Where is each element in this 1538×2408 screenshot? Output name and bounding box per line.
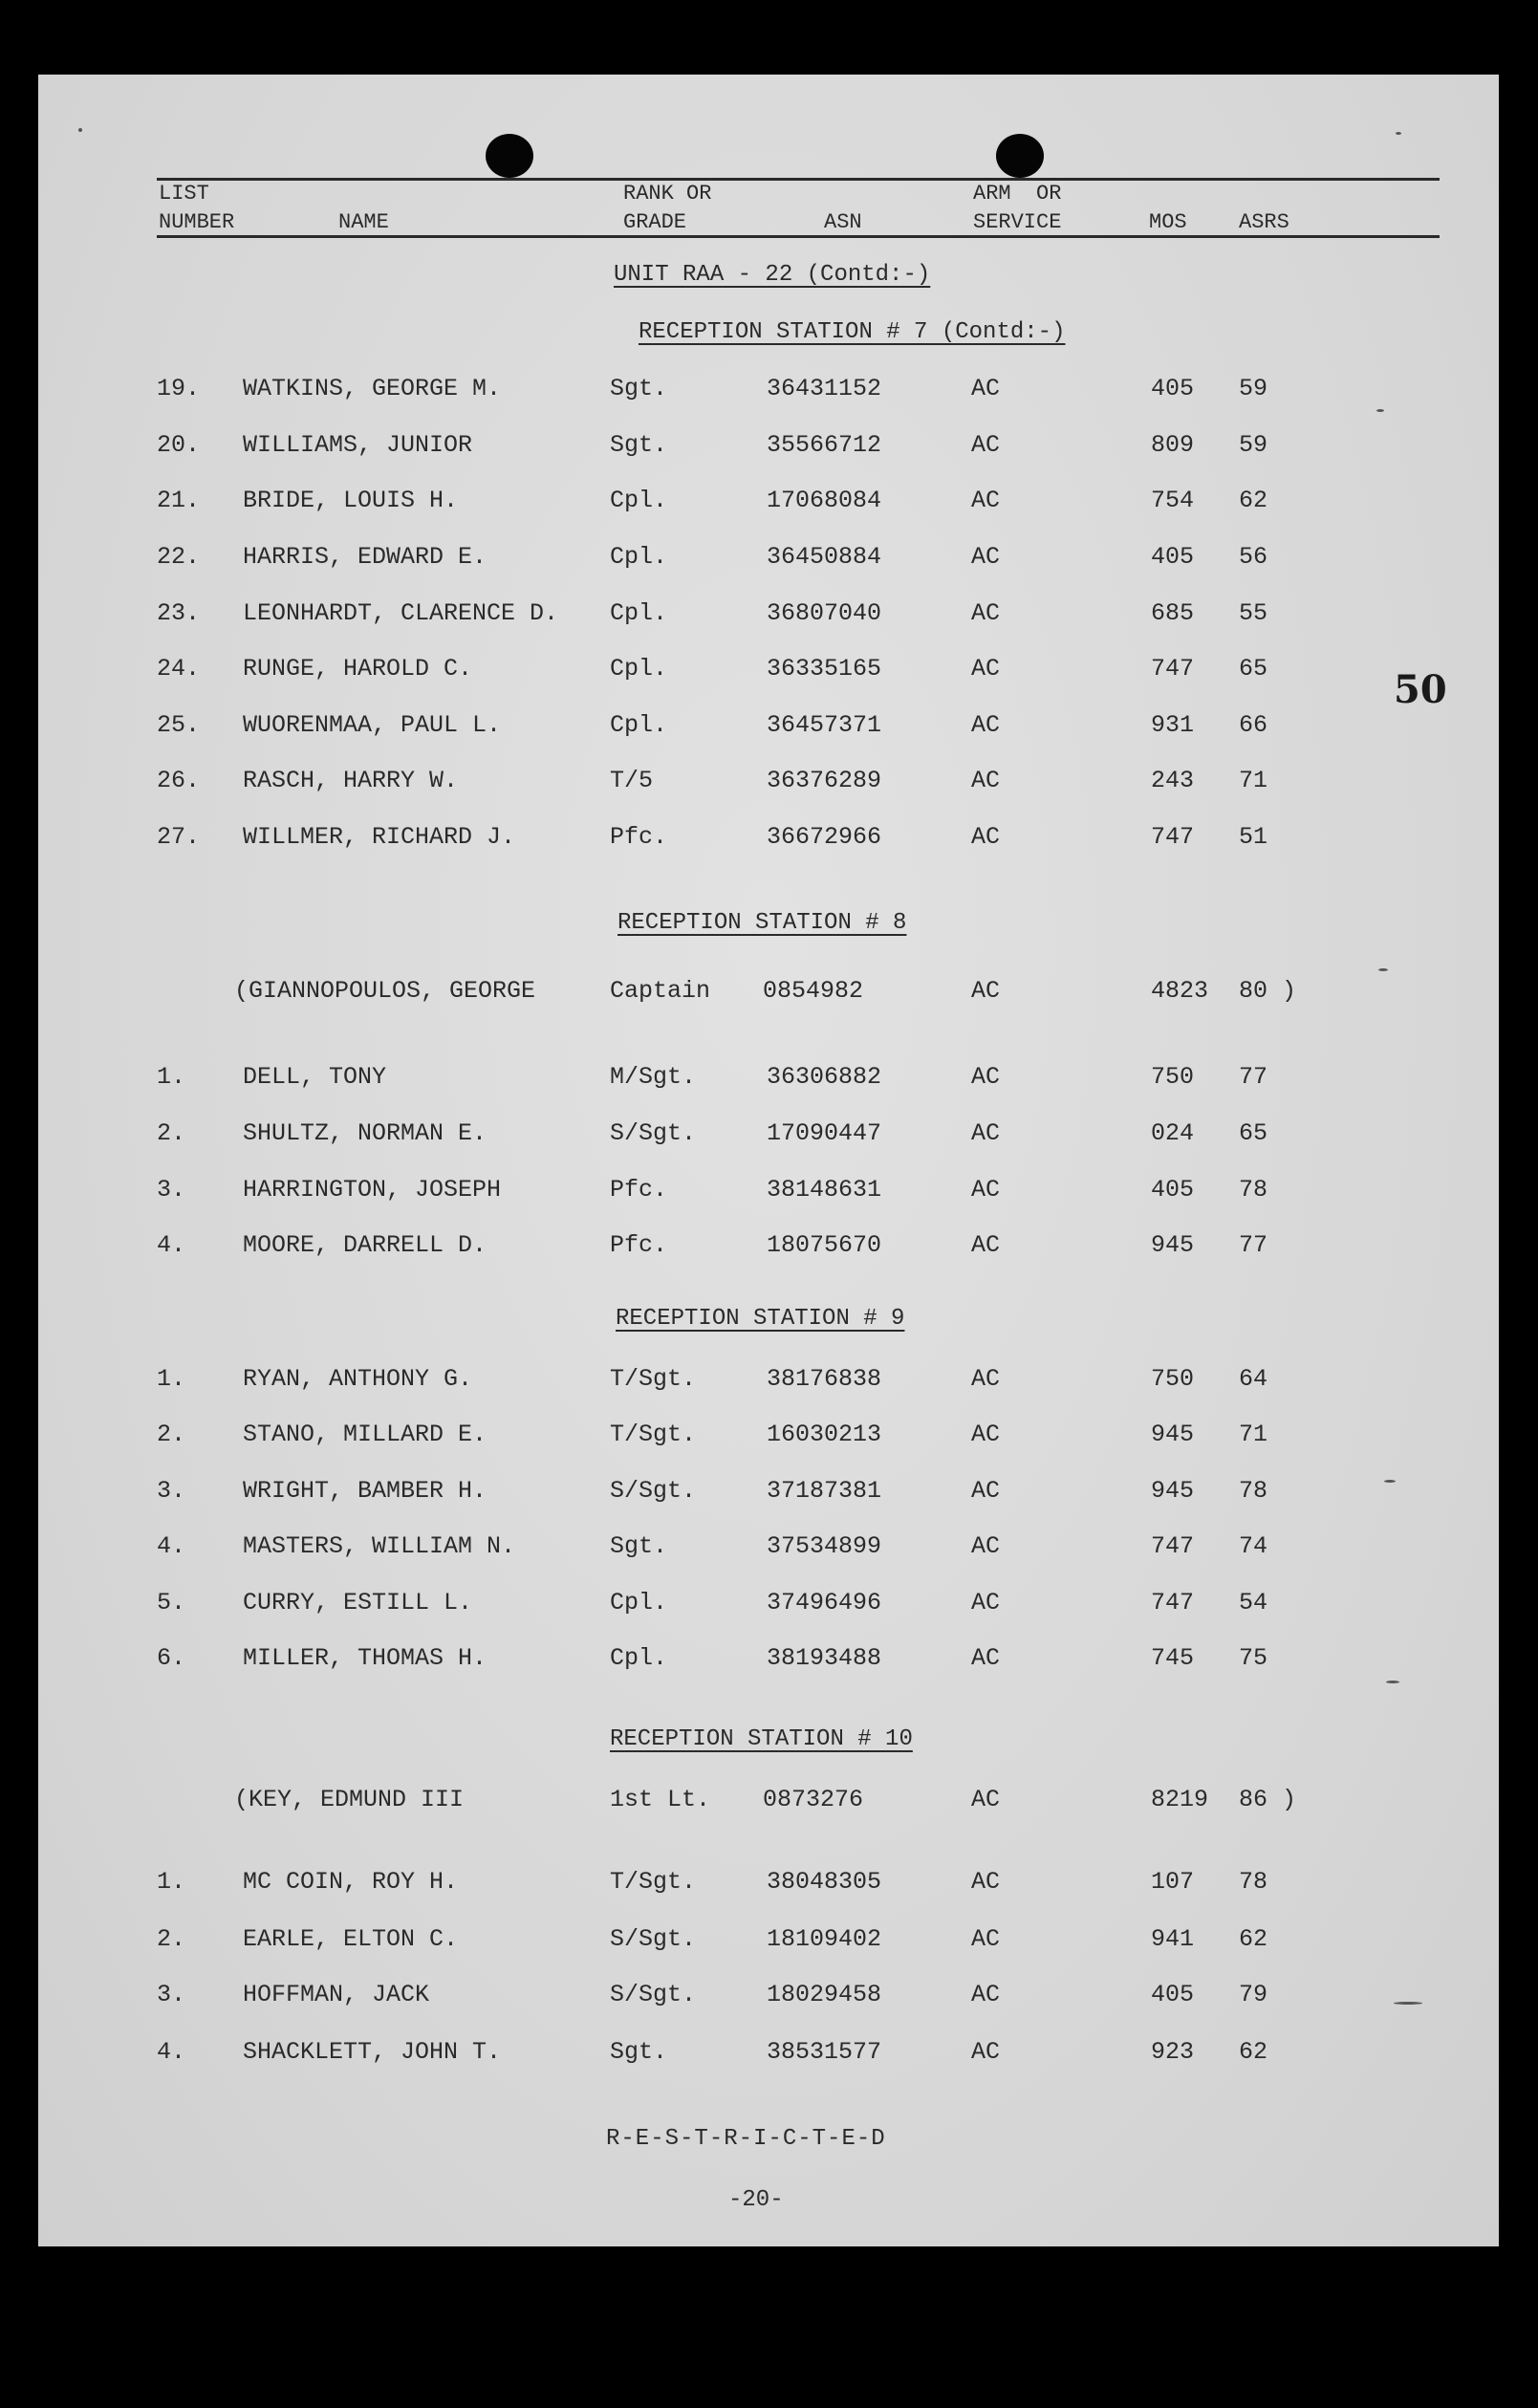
- cell-asrs: 62: [1239, 1925, 1268, 1953]
- cell-arm: AC: [971, 767, 1001, 794]
- cell-asrs: 59: [1239, 431, 1268, 459]
- cell-name: WUORENMAA, PAUL L.: [243, 711, 502, 739]
- cell-asn: 38193488: [767, 1644, 882, 1672]
- cell-asrs: 78: [1239, 1868, 1268, 1896]
- cell-mos: 405: [1151, 1176, 1195, 1204]
- cell-asrs: 75: [1239, 1644, 1268, 1672]
- officer-row: [38, 1786, 1499, 1824]
- cell-asrs: 79: [1239, 1981, 1268, 2008]
- cell-mos: 685: [1151, 599, 1195, 627]
- roster-row: [38, 1063, 1499, 1101]
- cell-asn: 17090447: [767, 1119, 882, 1147]
- cell-name: WRIGHT, BAMBER H.: [243, 1477, 487, 1505]
- cell-rank: Cpl.: [610, 599, 668, 627]
- roster-row: [38, 1119, 1499, 1158]
- officer-row: [38, 977, 1499, 1015]
- cell-mos: 941: [1151, 1925, 1195, 1953]
- roster-row: [38, 1925, 1499, 1963]
- cell-arm: AC: [971, 431, 1001, 459]
- document-page: [38, 75, 1499, 2246]
- cell-mos: 750: [1151, 1063, 1195, 1091]
- roster-row: [38, 2038, 1499, 2076]
- cell-num: 26.: [157, 767, 201, 794]
- section-title: RECEPTION STATION # 10: [610, 1726, 913, 1752]
- section-title: RECEPTION STATION # 8: [617, 910, 907, 936]
- officer-mos: 8219: [1151, 1786, 1209, 1813]
- cell-num: 1.: [157, 1868, 186, 1896]
- cell-asrs: 71: [1239, 767, 1268, 794]
- cell-num: 1.: [157, 1063, 186, 1091]
- cell-num: 19.: [157, 375, 201, 402]
- cell-name: SHACKLETT, JOHN T.: [243, 2038, 502, 2066]
- roster-row: [38, 599, 1499, 638]
- cell-rank: Cpl.: [610, 543, 668, 571]
- header-top-rule: [157, 178, 1440, 181]
- header-asrs: ASRS: [1239, 210, 1289, 234]
- cell-asrs: 54: [1239, 1589, 1268, 1616]
- cell-arm: AC: [971, 1365, 1001, 1393]
- cell-arm: AC: [971, 655, 1001, 683]
- cell-asrs: 78: [1239, 1176, 1268, 1204]
- cell-asrs: 78: [1239, 1477, 1268, 1505]
- cell-mos: 405: [1151, 543, 1195, 571]
- cell-asn: 36807040: [767, 599, 882, 627]
- punch-hole-left: [486, 134, 533, 178]
- cell-asrs: 62: [1239, 2038, 1268, 2066]
- cell-asn: 18109402: [767, 1925, 882, 1953]
- header-bottom-rule: [157, 235, 1440, 238]
- cell-asn: 16030213: [767, 1421, 882, 1448]
- header-list-number: LIST NUMBER: [159, 182, 235, 234]
- section-title: RECEPTION STATION # 9: [616, 1306, 905, 1332]
- speck: [1378, 968, 1388, 971]
- cell-rank: Cpl.: [610, 1644, 668, 1672]
- officer-asrs: 80 ): [1239, 977, 1297, 1005]
- cell-asrs: 51: [1239, 823, 1268, 851]
- cell-mos: 747: [1151, 1589, 1195, 1616]
- cell-arm: AC: [971, 1421, 1001, 1448]
- cell-name: MILLER, THOMAS H.: [243, 1644, 487, 1672]
- header-rank: RANK OR GRADE: [623, 182, 712, 234]
- cell-num: 4.: [157, 1532, 186, 1560]
- cell-name: MC COIN, ROY H.: [243, 1868, 459, 1896]
- cell-num: 2.: [157, 1925, 186, 1953]
- cell-mos: 754: [1151, 487, 1195, 514]
- cell-num: 20.: [157, 431, 201, 459]
- page-mark: 50: [1394, 667, 1447, 712]
- cell-name: DELL, TONY: [243, 1063, 387, 1091]
- cell-name: HARRINGTON, JOSEPH: [243, 1176, 502, 1204]
- officer-asn: 0854982: [763, 977, 864, 1005]
- cell-mos: 945: [1151, 1477, 1195, 1505]
- cell-asrs: 62: [1239, 487, 1268, 514]
- cell-rank: S/Sgt.: [610, 1119, 697, 1147]
- cell-asn: 36376289: [767, 767, 882, 794]
- cell-asrs: 66: [1239, 711, 1268, 739]
- officer-name: (GIANNOPOULOS, GEORGE: [234, 977, 536, 1005]
- cell-name: MASTERS, WILLIAM N.: [243, 1532, 516, 1560]
- cell-mos: 405: [1151, 1981, 1195, 2008]
- cell-asn: 37187381: [767, 1477, 882, 1505]
- cell-name: HARRIS, EDWARD E.: [243, 543, 487, 571]
- restricted-marking: R-E-S-T-R-I-C-T-E-D: [606, 2126, 886, 2152]
- cell-arm: AC: [971, 1063, 1001, 1091]
- roster-row: [38, 543, 1499, 581]
- roster-row: [38, 1589, 1499, 1627]
- cell-asrs: 74: [1239, 1532, 1268, 1560]
- cell-mos: 747: [1151, 823, 1195, 851]
- cell-asn: 36450884: [767, 543, 882, 571]
- cell-arm: AC: [971, 711, 1001, 739]
- cell-arm: AC: [971, 1589, 1001, 1616]
- cell-mos: 745: [1151, 1644, 1195, 1672]
- cell-arm: AC: [971, 1477, 1001, 1505]
- cell-asrs: 77: [1239, 1063, 1268, 1091]
- cell-num: 1.: [157, 1365, 186, 1393]
- cell-rank: Sgt.: [610, 1532, 668, 1560]
- cell-name: SHULTZ, NORMAN E.: [243, 1119, 487, 1147]
- section-title: RECEPTION STATION # 7 (Contd:-): [639, 319, 1066, 345]
- cell-num: 27.: [157, 823, 201, 851]
- cell-rank: T/Sgt.: [610, 1421, 697, 1448]
- cell-arm: AC: [971, 599, 1001, 627]
- cell-mos: 809: [1151, 431, 1195, 459]
- roster-row: [38, 1477, 1499, 1515]
- roster-row: [38, 1176, 1499, 1214]
- cell-rank: Cpl.: [610, 711, 668, 739]
- cell-num: 2.: [157, 1119, 186, 1147]
- cell-rank: M/Sgt.: [610, 1063, 697, 1091]
- speck: [1396, 132, 1401, 135]
- cell-asn: 18029458: [767, 1981, 882, 2008]
- cell-arm: AC: [971, 1925, 1001, 1953]
- cell-name: HOFFMAN, JACK: [243, 1981, 430, 2008]
- header-asn: ASN: [824, 210, 862, 234]
- cell-name: STANO, MILLARD E.: [243, 1421, 487, 1448]
- cell-asn: 18075670: [767, 1231, 882, 1259]
- cell-mos: 024: [1151, 1119, 1195, 1147]
- cell-rank: S/Sgt.: [610, 1981, 697, 2008]
- speck: [78, 128, 82, 132]
- cell-mos: 945: [1151, 1231, 1195, 1259]
- cell-rank: Cpl.: [610, 1589, 668, 1616]
- header-arm: ARM OR SERVICE: [973, 182, 1062, 234]
- officer-mos: 4823: [1151, 977, 1209, 1005]
- cell-name: LEONHARDT, CLARENCE D.: [243, 599, 559, 627]
- cell-arm: AC: [971, 1644, 1001, 1672]
- roster-row: [38, 1365, 1499, 1403]
- cell-arm: AC: [971, 823, 1001, 851]
- roster-row: [38, 1868, 1499, 1906]
- officer-asrs: 86 ): [1239, 1786, 1297, 1813]
- cell-asn: 38531577: [767, 2038, 882, 2066]
- cell-asrs: 77: [1239, 1231, 1268, 1259]
- cell-mos: 747: [1151, 655, 1195, 683]
- cell-name: WATKINS, GEORGE M.: [243, 375, 502, 402]
- cell-name: RUNGE, HAROLD C.: [243, 655, 473, 683]
- officer-asn: 0873276: [763, 1786, 864, 1813]
- cell-rank: S/Sgt.: [610, 1477, 697, 1505]
- cell-num: 25.: [157, 711, 201, 739]
- cell-mos: 243: [1151, 767, 1195, 794]
- cell-num: 21.: [157, 487, 201, 514]
- cell-rank: Sgt.: [610, 2038, 668, 2066]
- cell-rank: Pfc.: [610, 1176, 668, 1204]
- roster-row: [38, 655, 1499, 693]
- officer-rank: 1st Lt.: [610, 1786, 711, 1813]
- roster-row: [38, 767, 1499, 805]
- cell-arm: AC: [971, 487, 1001, 514]
- roster-row: [38, 487, 1499, 525]
- cell-name: WILLMER, RICHARD J.: [243, 823, 516, 851]
- cell-rank: Pfc.: [610, 823, 668, 851]
- cell-num: 6.: [157, 1644, 186, 1672]
- cell-rank: Cpl.: [610, 655, 668, 683]
- cell-name: MOORE, DARRELL D.: [243, 1231, 487, 1259]
- cell-num: 3.: [157, 1477, 186, 1505]
- roster-row: [38, 711, 1499, 749]
- cell-num: 2.: [157, 1421, 186, 1448]
- cell-name: BRIDE, LOUIS H.: [243, 487, 459, 514]
- cell-mos: 931: [1151, 711, 1195, 739]
- cell-asrs: 71: [1239, 1421, 1268, 1448]
- roster-row: [38, 1421, 1499, 1459]
- cell-name: WILLIAMS, JUNIOR: [243, 431, 473, 459]
- unit-title: UNIT RAA - 22 (Contd:-): [614, 262, 931, 288]
- cell-num: 24.: [157, 655, 201, 683]
- roster-row: [38, 375, 1499, 413]
- roster-row: [38, 1532, 1499, 1571]
- cell-rank: Sgt.: [610, 431, 668, 459]
- cell-asn: 38148631: [767, 1176, 882, 1204]
- cell-arm: AC: [971, 1176, 1001, 1204]
- header-name: NAME: [338, 210, 389, 234]
- cell-asn: 38176838: [767, 1365, 882, 1393]
- cell-num: 4.: [157, 1231, 186, 1259]
- roster-row: [38, 1644, 1499, 1682]
- cell-mos: 945: [1151, 1421, 1195, 1448]
- cell-asrs: 55: [1239, 599, 1268, 627]
- cell-asn: 17068084: [767, 487, 882, 514]
- cell-name: RYAN, ANTHONY G.: [243, 1365, 473, 1393]
- page-number: -20-: [728, 2187, 784, 2213]
- cell-num: 22.: [157, 543, 201, 571]
- cell-rank: T/Sgt.: [610, 1365, 697, 1393]
- cell-asn: 37534899: [767, 1532, 882, 1560]
- roster-row: [38, 431, 1499, 469]
- cell-arm: AC: [971, 1981, 1001, 2008]
- cell-arm: AC: [971, 543, 1001, 571]
- cell-asn: 38048305: [767, 1868, 882, 1896]
- cell-asn: 36335165: [767, 655, 882, 683]
- cell-arm: AC: [971, 2038, 1001, 2066]
- cell-asn: 36306882: [767, 1063, 882, 1091]
- cell-name: EARLE, ELTON C.: [243, 1925, 459, 1953]
- officer-name: (KEY, EDMUND III: [234, 1786, 465, 1813]
- cell-name: RASCH, HARRY W.: [243, 767, 459, 794]
- cell-mos: 405: [1151, 375, 1195, 402]
- officer-arm: AC: [971, 977, 1001, 1005]
- punch-hole-right: [996, 134, 1044, 178]
- cell-arm: AC: [971, 375, 1001, 402]
- officer-arm: AC: [971, 1786, 1001, 1813]
- officer-rank: Captain: [610, 977, 711, 1005]
- cell-num: 3.: [157, 1176, 186, 1204]
- cell-arm: AC: [971, 1532, 1001, 1560]
- cell-name: CURRY, ESTILL L.: [243, 1589, 473, 1616]
- roster-row: [38, 1981, 1499, 2019]
- header-mos: MOS: [1149, 210, 1187, 234]
- cell-asrs: 65: [1239, 1119, 1268, 1147]
- cell-asrs: 59: [1239, 375, 1268, 402]
- cell-rank: T/5: [610, 767, 654, 794]
- cell-asn: 36672966: [767, 823, 882, 851]
- cell-mos: 107: [1151, 1868, 1195, 1896]
- cell-num: 23.: [157, 599, 201, 627]
- cell-asn: 36431152: [767, 375, 882, 402]
- cell-num: 4.: [157, 2038, 186, 2066]
- cell-mos: 923: [1151, 2038, 1195, 2066]
- cell-rank: Cpl.: [610, 487, 668, 514]
- cell-arm: AC: [971, 1119, 1001, 1147]
- cell-arm: AC: [971, 1868, 1001, 1896]
- cell-asn: 37496496: [767, 1589, 882, 1616]
- roster-row: [38, 823, 1499, 861]
- cell-rank: T/Sgt.: [610, 1868, 697, 1896]
- cell-rank: S/Sgt.: [610, 1925, 697, 1953]
- cell-asrs: 65: [1239, 655, 1268, 683]
- cell-mos: 750: [1151, 1365, 1195, 1393]
- cell-asrs: 56: [1239, 543, 1268, 571]
- cell-asrs: 64: [1239, 1365, 1268, 1393]
- cell-asn: 35566712: [767, 431, 882, 459]
- cell-asn: 36457371: [767, 711, 882, 739]
- cell-mos: 747: [1151, 1532, 1195, 1560]
- roster-row: [38, 1231, 1499, 1269]
- cell-rank: Pfc.: [610, 1231, 668, 1259]
- cell-arm: AC: [971, 1231, 1001, 1259]
- cell-rank: Sgt.: [610, 375, 668, 402]
- cell-num: 3.: [157, 1981, 186, 2008]
- cell-num: 5.: [157, 1589, 186, 1616]
